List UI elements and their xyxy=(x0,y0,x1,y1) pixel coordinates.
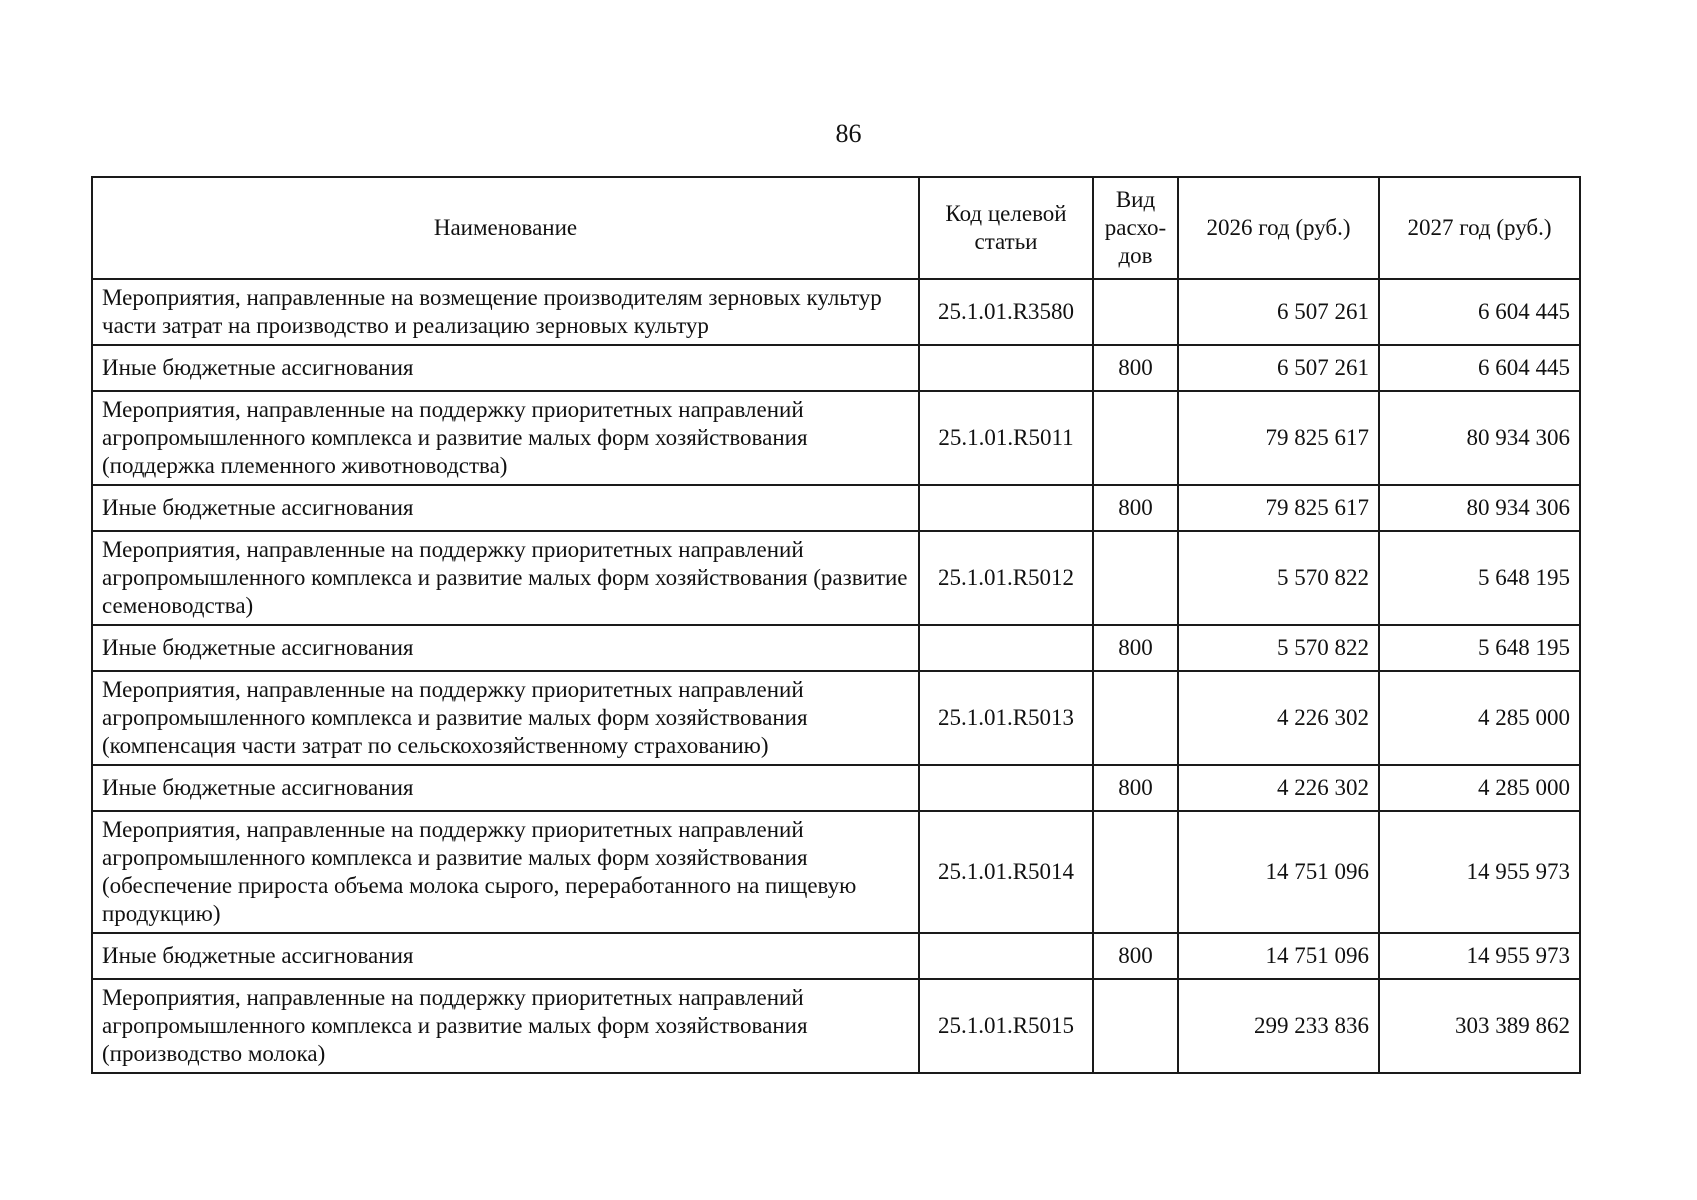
row-kind: 800 xyxy=(1093,625,1178,671)
row-amount-2026: 14 751 096 xyxy=(1178,811,1379,933)
row-name: Иные бюджетные ассигнования xyxy=(92,345,919,391)
row-amount-2026: 79 825 617 xyxy=(1178,485,1379,531)
row-amount-2027: 5 648 195 xyxy=(1379,531,1580,625)
page-number: 86 xyxy=(835,119,862,148)
row-amount-2026: 6 507 261 xyxy=(1178,345,1379,391)
row-kind: 800 xyxy=(1093,345,1178,391)
row-code xyxy=(919,765,1093,811)
row-amount-2026: 6 507 261 xyxy=(1178,279,1379,345)
table-row xyxy=(92,279,1580,345)
row-code xyxy=(919,933,1093,979)
row-amount-2027: 6 604 445 xyxy=(1379,345,1580,391)
row-amount-2026: 299 233 836 xyxy=(1178,979,1379,1073)
row-kind xyxy=(1093,811,1178,933)
header-name: Наименование xyxy=(92,177,919,279)
row-amount-2026: 5 570 822 xyxy=(1178,625,1379,671)
row-code: 25.1.01.R5011 xyxy=(919,391,1093,485)
table-row xyxy=(92,933,1580,979)
table-row xyxy=(92,625,1580,671)
row-kind xyxy=(1093,979,1178,1073)
budget-table xyxy=(91,176,1581,1074)
row-kind: 800 xyxy=(1093,485,1178,531)
table-row xyxy=(92,485,1580,531)
row-name: Иные бюджетные ассигнования xyxy=(92,765,919,811)
table-row xyxy=(92,391,1580,485)
row-name: Иные бюджетные ассигнования xyxy=(92,625,919,671)
row-kind: 800 xyxy=(1093,933,1178,979)
row-code xyxy=(919,345,1093,391)
row-name: Мероприятия, направленные на возмещение производителям зерновых культур части затрат на производство и реализацию зерновых культур xyxy=(92,279,919,345)
row-kind: 800 xyxy=(1093,765,1178,811)
table-row xyxy=(92,671,1580,765)
row-amount-2027: 4 285 000 xyxy=(1379,671,1580,765)
row-amount-2027: 14 955 973 xyxy=(1379,933,1580,979)
header-year-2027: 2027 год (руб.) xyxy=(1379,177,1580,279)
row-name: Иные бюджетные ассигнования xyxy=(92,933,919,979)
table-row xyxy=(92,765,1580,811)
header-year-2026: 2026 год (руб.) xyxy=(1178,177,1379,279)
row-name: Мероприятия, направленные на поддержку приоритетных направлений агропромышленного комплекса и развитие малых форм хозяйствования (развитие семеноводства) xyxy=(92,531,919,625)
table-row xyxy=(92,531,1580,625)
row-code: 25.1.01.R5015 xyxy=(919,979,1093,1073)
row-name: Мероприятия, направленные на поддержку приоритетных направлений агропромышленного комплекса и развитие малых форм хозяйствования (компенсация части затрат по сельскохозяйственному страхованию) xyxy=(92,671,919,765)
header-kind: Вид расхо-дов xyxy=(1093,177,1178,279)
row-code: 25.1.01.R5012 xyxy=(919,531,1093,625)
table-row xyxy=(92,979,1580,1073)
row-amount-2026: 4 226 302 xyxy=(1178,671,1379,765)
row-amount-2027: 80 934 306 xyxy=(1379,391,1580,485)
row-kind xyxy=(1093,531,1178,625)
row-kind xyxy=(1093,671,1178,765)
row-code: 25.1.01.R5013 xyxy=(919,671,1093,765)
row-code xyxy=(919,485,1093,531)
header-code: Код целевой статьи xyxy=(919,177,1093,279)
row-name: Иные бюджетные ассигнования xyxy=(92,485,919,531)
row-code xyxy=(919,625,1093,671)
row-amount-2027: 14 955 973 xyxy=(1379,811,1580,933)
row-amount-2027: 80 934 306 xyxy=(1379,485,1580,531)
row-code: 25.1.01.R3580 xyxy=(919,279,1093,345)
row-amount-2027: 4 285 000 xyxy=(1379,765,1580,811)
row-code: 25.1.01.R5014 xyxy=(919,811,1093,933)
row-kind xyxy=(1093,279,1178,345)
row-kind xyxy=(1093,391,1178,485)
row-name: Мероприятия, направленные на поддержку приоритетных направлений агропромышленного комплекса и развитие малых форм хозяйствования (поддержка племенного животноводства) xyxy=(92,391,919,485)
row-name: Мероприятия, направленные на поддержку приоритетных направлений агропромышленного комплекса и развитие малых форм хозяйствования (производство молока) xyxy=(92,979,919,1073)
table-row xyxy=(92,811,1580,933)
row-amount-2026: 4 226 302 xyxy=(1178,765,1379,811)
row-amount-2027: 5 648 195 xyxy=(1379,625,1580,671)
row-amount-2027: 303 389 862 xyxy=(1379,979,1580,1073)
row-name: Мероприятия, направленные на поддержку приоритетных направлений агропромышленного комплекса и развитие малых форм хозяйствования (обеспечение прироста объема молока сырого, переработанного на пищевую продукцию) xyxy=(92,811,919,933)
row-amount-2026: 14 751 096 xyxy=(1178,933,1379,979)
table-header-row xyxy=(92,177,1580,279)
row-amount-2026: 79 825 617 xyxy=(1178,391,1379,485)
row-amount-2026: 5 570 822 xyxy=(1178,531,1379,625)
row-amount-2027: 6 604 445 xyxy=(1379,279,1580,345)
table-row xyxy=(92,345,1580,391)
